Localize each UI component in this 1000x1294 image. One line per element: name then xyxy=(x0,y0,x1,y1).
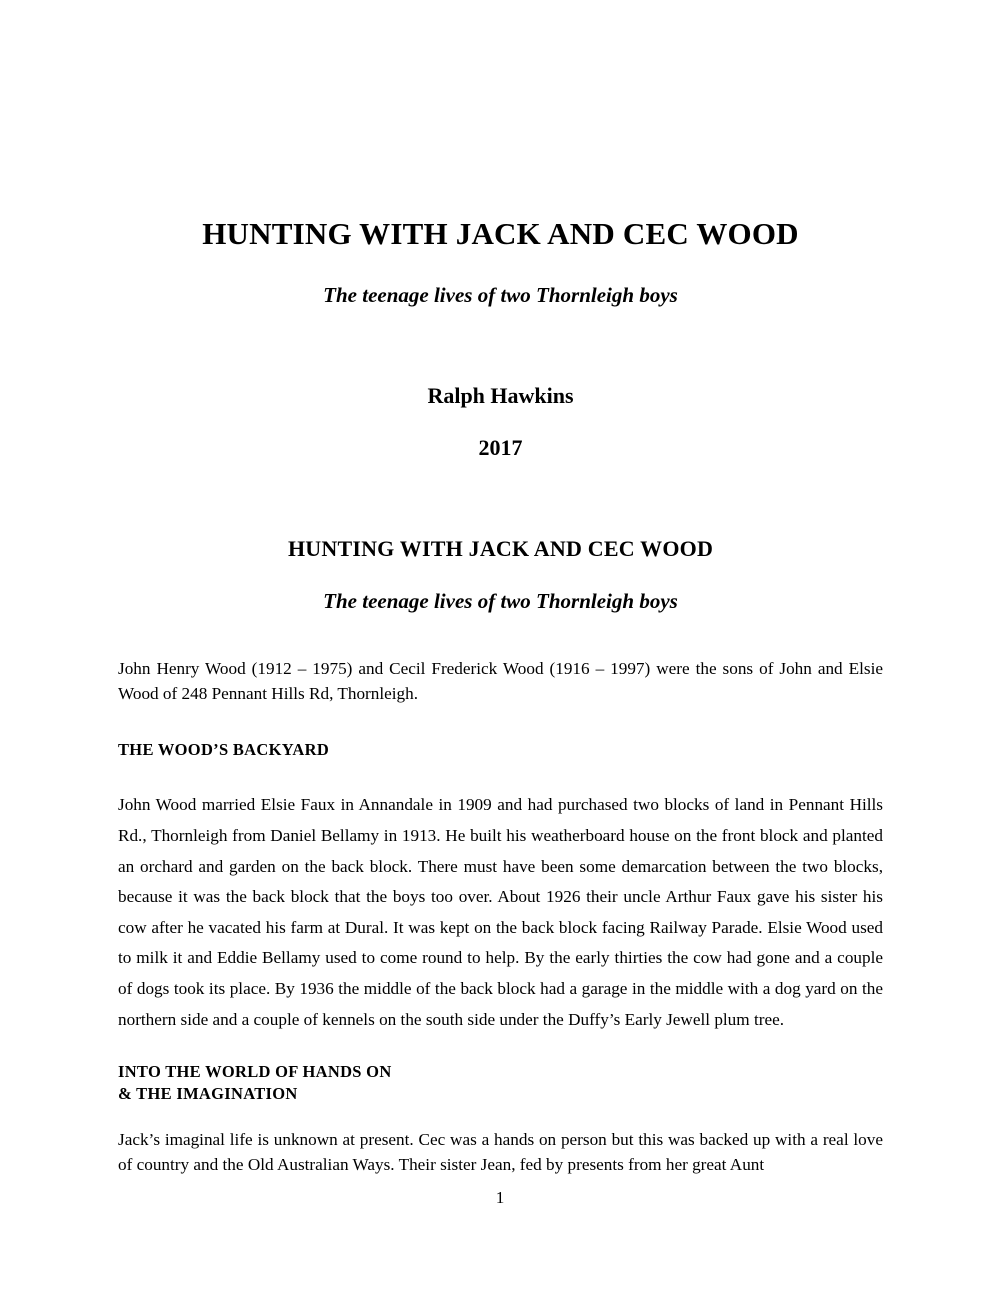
intro-paragraph: John Henry Wood (1912 – 1975) and Cecil Frederick Wood (1916 – 1997) were the sons of John and Elsie Wood of 248 Pennant Hills Rd, Thornleigh. xyxy=(118,659,883,704)
heading-spacer xyxy=(118,1106,883,1128)
cover-year: 2017 xyxy=(478,435,523,461)
cover-subtitle: The teenage lives of two Thornleigh boys xyxy=(323,282,678,307)
section-heading-imagination xyxy=(118,1035,883,1106)
cover-title: HUNTING WITH JACK AND CEC WOOD xyxy=(202,216,799,251)
page-number: 1 xyxy=(495,1188,505,1207)
section-paragraph-backyard: John Wood married Elsie Faux in Annandale in 1909 and had purchased two blocks of land in Pennant Hills Rd., Thornleigh from Daniel Bellamy in 1913. He built his weatherboard house on the front block and planted an orchard and garden on the back block. There must have been some demarcation between the two blocks, because it was the back block that the boys too over. About 1926 their uncle Arthur Faux gave his sister his cow after he vacated his farm at Dural. It was kept on the back block facing Railway Parade. Elsie Wood used to milk it and Eddie Bellamy used to come round to help. By the early thirties the cow had gone and a couple of dogs took its place. By 1936 the middle of the back block had a garage in the middle with a dog yard on the northern side and a couple of kennels on the south side under the Duffy’s Early Jewell plum tree. xyxy=(118,795,883,1029)
page-content xyxy=(118,0,883,1178)
section-heading-backyard: THE WOOD’S BACKYARD xyxy=(118,740,330,760)
heading-spacer xyxy=(118,761,883,790)
document-subtitle: The teenage lives of two Thornleigh boys xyxy=(323,589,678,613)
section-heading-imagination-line-2: & THE IMAGINATION xyxy=(118,1084,298,1104)
section-heading-imagination-line-1: INTO THE WORLD OF HANDS ON xyxy=(118,1062,392,1082)
section-paragraph-imagination: Jack’s imaginal life is unknown at present. Cec was a hands on person but this was backed up with a real love of country and the Old Australian Ways. Their sister Jean, fed by presents from her great Aunt xyxy=(118,1129,883,1174)
document-title: HUNTING WITH JACK AND CEC WOOD xyxy=(287,535,714,561)
cover-author: Ralph Hawkins xyxy=(427,382,574,408)
